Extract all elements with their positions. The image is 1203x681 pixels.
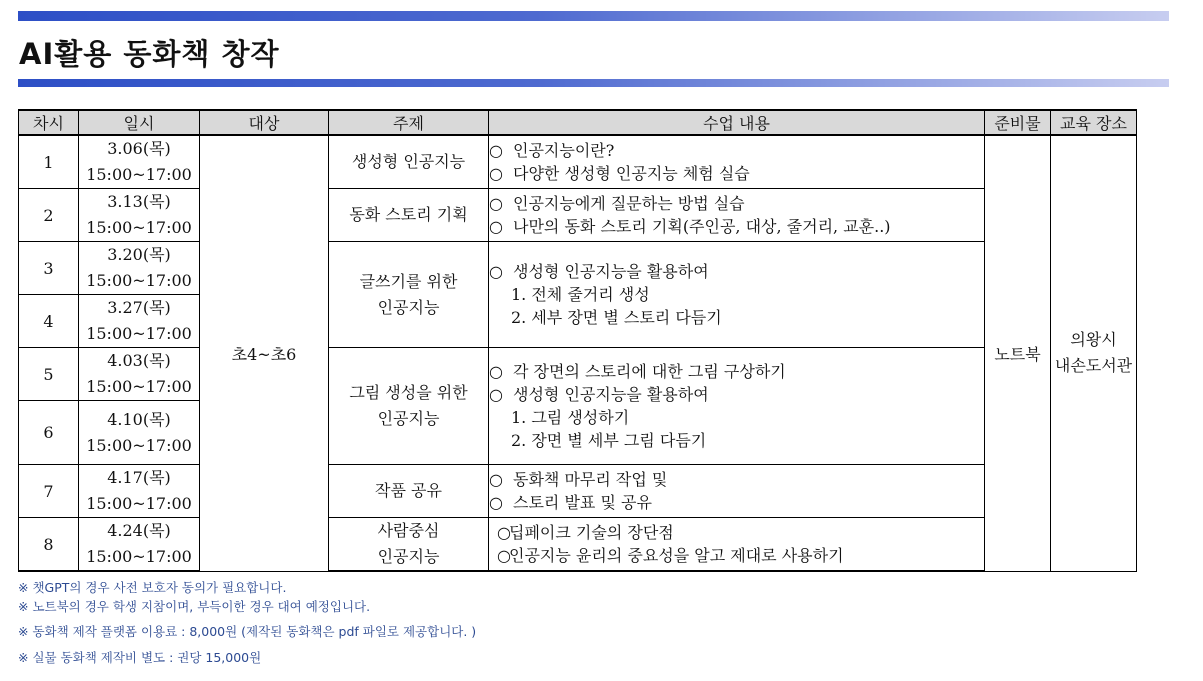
table-row bbox=[19, 518, 1137, 572]
content-subitem: 2. 세부 장면 별 스토리 다듬기 bbox=[511, 308, 722, 327]
content-bullet: ○ 생성형 인공지능을 활용하여 bbox=[489, 262, 709, 281]
content-bullet: ○ 생성형 인공지능을 활용하여 bbox=[489, 385, 709, 404]
bullet-icon: ○ bbox=[497, 546, 511, 565]
topic-line: 동화 스토리 기획 bbox=[349, 205, 468, 224]
content-bullet: ○ 다양한 생성형 인공지능 체험 실습 bbox=[489, 164, 750, 183]
topic-cell bbox=[329, 348, 489, 465]
session-time: 15:00~17:00 bbox=[86, 377, 192, 396]
content-bullet: ○ 인공지능에게 질문하는 방법 실습 bbox=[489, 194, 745, 213]
session-date: 4.17(목) bbox=[107, 468, 171, 487]
location-cell bbox=[1051, 135, 1137, 571]
table-row bbox=[19, 242, 1137, 295]
content-bullet: ○딥페이크 기술의 장단점 bbox=[497, 523, 674, 542]
session-datetime bbox=[79, 135, 200, 189]
content-bullet: ○ 인공지능이란? bbox=[489, 141, 615, 160]
content-cell bbox=[489, 465, 985, 518]
target-cell: 초4~초6 bbox=[200, 135, 329, 571]
session-datetime bbox=[79, 348, 200, 401]
content-subitem: 1. 전체 줄거리 생성 bbox=[511, 285, 650, 304]
topic-cell bbox=[329, 135, 489, 189]
bullet-icon: ○ bbox=[489, 141, 503, 160]
topic-line: 인공지능 bbox=[377, 409, 440, 428]
note-line: ※ 노트북의 경우 학생 지참이며, 부득이한 경우 대여 예정입니다. bbox=[18, 599, 371, 614]
topic-line: 그림 생성을 위한 bbox=[349, 383, 468, 402]
header-topic: 주제 bbox=[329, 110, 489, 135]
topic-cell bbox=[329, 465, 489, 518]
bullet-icon: ○ bbox=[489, 493, 503, 512]
title-underline-bar bbox=[18, 79, 1169, 87]
content-cell bbox=[489, 518, 985, 572]
session-datetime bbox=[79, 465, 200, 518]
session-datetime bbox=[79, 242, 200, 295]
materials-cell: 노트북 bbox=[985, 135, 1051, 571]
location-city: 의왕시 bbox=[1070, 330, 1117, 350]
session-time: 15:00~17:00 bbox=[86, 547, 192, 566]
session-date: 3.06(목) bbox=[107, 139, 171, 158]
session-time: 15:00~17:00 bbox=[86, 494, 192, 513]
topic-cell bbox=[329, 518, 489, 572]
content-bullet: ○ 동화책 마무리 작업 및 bbox=[489, 470, 668, 489]
session-date: 3.13(목) bbox=[107, 192, 171, 211]
session-datetime bbox=[79, 189, 200, 242]
header-location: 교육 장소 bbox=[1051, 110, 1137, 135]
session-date: 4.24(목) bbox=[107, 521, 171, 540]
session-datetime bbox=[79, 401, 200, 465]
session-number: 3 bbox=[19, 242, 79, 295]
session-datetime bbox=[79, 295, 200, 348]
bullet-icon: ○ bbox=[489, 362, 503, 381]
content-subitem: 2. 장면 별 세부 그림 다듬기 bbox=[511, 431, 707, 450]
table-row bbox=[19, 465, 1137, 518]
session-time: 15:00~17:00 bbox=[86, 165, 192, 184]
session-number: 4 bbox=[19, 295, 79, 348]
header-materials: 준비물 bbox=[985, 110, 1051, 135]
session-datetime bbox=[79, 518, 200, 572]
header-target: 대상 bbox=[200, 110, 329, 135]
note-line: ※ 실물 동화책 제작비 별도 : 권당 15,000원 bbox=[18, 650, 262, 665]
topic-cell bbox=[329, 242, 489, 348]
topic-line: 인공지능 bbox=[377, 547, 440, 566]
bullet-icon: ○ bbox=[489, 262, 503, 281]
topic-line: 글쓰기를 위한 bbox=[359, 271, 458, 291]
content-cell bbox=[489, 242, 985, 348]
content-cell bbox=[489, 348, 985, 465]
table-header-row bbox=[19, 110, 1137, 135]
session-time: 15:00~17:00 bbox=[86, 271, 192, 290]
session-time: 15:00~17:00 bbox=[86, 435, 192, 455]
header-content: 수업 내용 bbox=[489, 110, 985, 135]
bullet-icon: ○ bbox=[489, 385, 503, 404]
table-row bbox=[19, 348, 1137, 401]
session-number: 1 bbox=[19, 135, 79, 189]
note-line: ※ 챗GPT의 경우 사전 보호자 동의가 필요합니다. bbox=[18, 580, 287, 595]
bullet-icon: ○ bbox=[497, 523, 511, 542]
topic-line: 생성형 인공지능 bbox=[351, 152, 466, 171]
bullet-icon: ○ bbox=[489, 217, 503, 236]
page-title: AI활용 동화책 창작 bbox=[19, 37, 280, 71]
topic-line: 인공지능 bbox=[377, 297, 440, 317]
session-number: 2 bbox=[19, 189, 79, 242]
top-accent-bar bbox=[18, 11, 1169, 21]
content-cell bbox=[489, 189, 985, 242]
session-date: 3.20(목) bbox=[107, 245, 171, 264]
session-date: 3.27(목) bbox=[107, 298, 171, 317]
session-time: 15:00~17:00 bbox=[86, 324, 192, 343]
session-date: 4.03(목) bbox=[107, 351, 171, 370]
content-subitem: 1. 그림 생성하기 bbox=[511, 408, 630, 427]
session-date: 4.10(목) bbox=[107, 409, 171, 429]
topic-line: 작품 공유 bbox=[375, 481, 442, 500]
content-cell bbox=[489, 135, 985, 189]
header-session: 차시 bbox=[19, 110, 79, 135]
schedule-table bbox=[18, 109, 1137, 572]
session-time: 15:00~17:00 bbox=[86, 218, 192, 237]
session-number: 5 bbox=[19, 348, 79, 401]
topic-cell bbox=[329, 189, 489, 242]
content-bullet: ○ 나만의 동화 스토리 기획(주인공, 대상, 줄거리, 교훈..) bbox=[489, 217, 891, 236]
content-bullet: ○ 각 장면의 스토리에 대한 그림 구상하기 bbox=[489, 362, 786, 381]
bullet-icon: ○ bbox=[489, 194, 503, 213]
location-library: 내손도서관 bbox=[1054, 356, 1133, 376]
header-datetime: 일시 bbox=[79, 110, 200, 135]
session-number: 6 bbox=[19, 401, 79, 465]
table-row bbox=[19, 135, 1137, 189]
content-bullet: ○인공지능 윤리의 중요성을 알고 제대로 사용하기 bbox=[497, 546, 844, 565]
session-number: 8 bbox=[19, 518, 79, 572]
session-number: 7 bbox=[19, 465, 79, 518]
bullet-icon: ○ bbox=[489, 470, 503, 489]
bullet-icon: ○ bbox=[489, 164, 503, 183]
table-row bbox=[19, 189, 1137, 242]
note-line: ※ 동화책 제작 플랫폼 이용료 : 8,000원 (제작된 동화책은 pdf 파일로 제공합니다. ) bbox=[18, 624, 477, 639]
topic-line: 사람중심 bbox=[377, 521, 440, 540]
content-bullet: ○ 스토리 발표 및 공유 bbox=[489, 493, 652, 512]
